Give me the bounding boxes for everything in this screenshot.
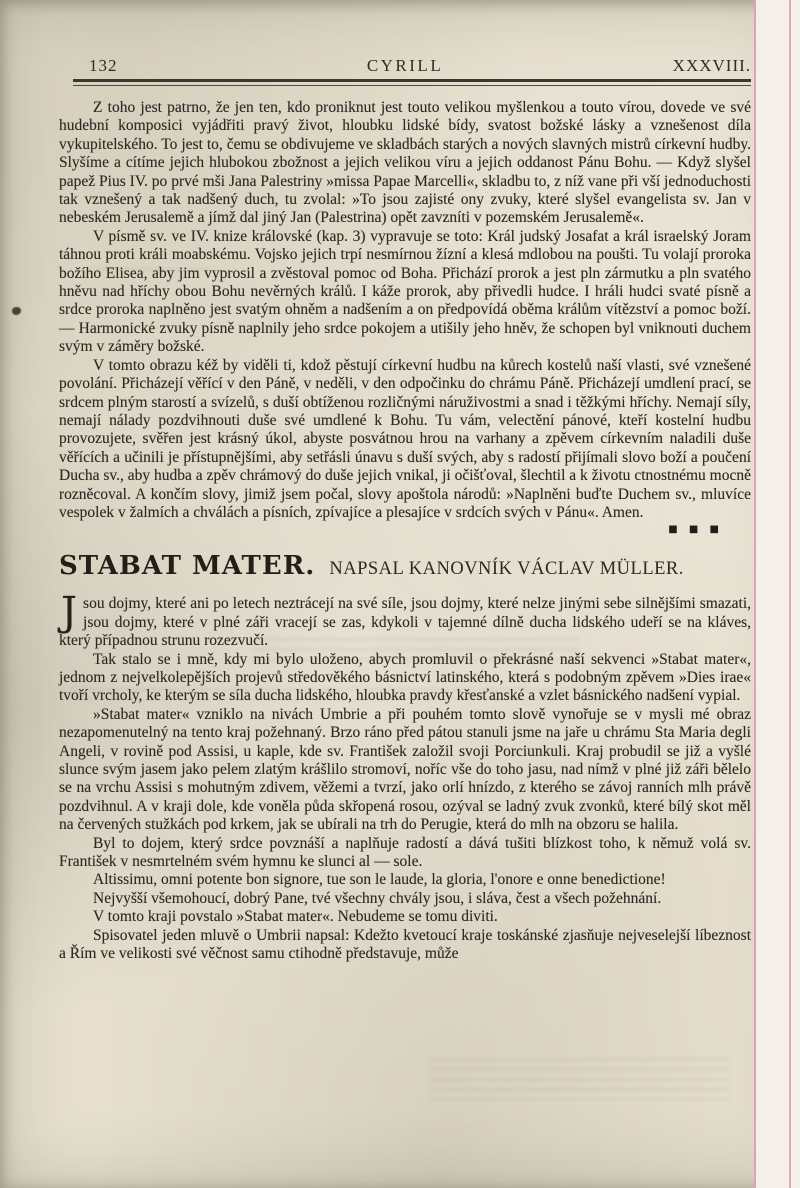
paragraph: »Stabat mater« vzniklo na nivách Umbrie a při pouhém tomto slově vynořuje se v mysli mé obraz nezapomenutelný na tento kraj požehnaný. Brzo ráno před pátou stanuli jsme na jaře u chrámu Sta Maria degli Angeli, v rovině pod Assisi, u kaple, kde sv. František založil svoji Porciunkuli. Kraj probudil se již a vyšlé slunce svým jasem jako pelem zlatým krášlilo stromoví, noříc vše do toho jasu, nad nímž v plné již záři bělelo se na vrchu Assisi s mohutným zdivem, věžemi a tvrzí, jako orlí hnízdo, z kterého se závoj ranních mlh právě pozdvihnul. A v kraji dole, kde voněla půda skřopená rosou, ozýval se ladný zvuk zvonků, které bílý skot měl na červených stužkách pod krkem, jak se ubírali na trh do Perugie, která do mlh na obzoru se halila. [59,705,751,834]
page-number: 132 [89,56,118,75]
volume-number: XXXVIII. [672,56,752,75]
paragraph: V písmě sv. ve IV. knize královské (kap. 3) vypravuje se toto: Král judský Josafat a král israelský Joram táhnou proti králi moabskému. Vojsko jejich trpí nesmírnou žízní a klesá mdlobou na poušti. Tu volají proroka božího Elisea, aby jim vyprosil a zvěstoval pomoc od Boha. Přichází prorok a jest pln zármutku a pln svatého hněvu nad hříchy obou Bohu nevěrných králů. I káže prorok, aby přivedli hudce. I hráli hudci svaté písně a srdce proroka naplněno jest svatým ohněm a nadšením a on předpovídá oběma králům vítězství a pomoc boží. — Harmonické zvuky písně naplnily jeho srdce pokojem a utišily jeho hněv, že schopen byl vniknouti duchem svým v záměry božské. [59,227,751,356]
paragraph: Nejvyšší všemohoucí, dobrý Pane, tvé všechny chvály jsou, i sláva, čest a všech požehnání. [93,889,662,907]
paragraph: Byl to dojem, který srdce povznáší a naplňuje radostí a dává tušiti blízkost toho, k němuž volá sv. František v nesmrtelném svém hymnu ke slunci al — sole. [59,834,751,871]
end-of-article-mark: ■ ■ ■ [668,524,723,536]
lead-paragraph [59,589,751,650]
paragraph: Spisovatel jeden mluvě o Umbrii napsal: Kdežto kvetoucí kraje toskánské zjasňuje nejveselejší líbeznost a Řím ve velikosti své věčnost samu ctihodně představuje, může [59,926,751,963]
paragraph: V tomto obrazu kéž by viděli ti, kdož pěstují církevní hudbu na kůrech kostelů naší vlasti, své vznešené povolání. Přicházejí věřící v den Páně, v neděli, v den odpočinku do chrámu Páně. Přicházejí umdlení prací, se srdcem plným starostí a svízelů, s duší obtíženou rozličnými náruživostmi a snad i těžkými hříchy. Nemají síly, nemají nálady pozdvihnouti duše své umdlené k Bohu. Tu vám, velectění pánové, kteří kostelní hudbu provozujete, svěřen jest krásný úkol, abyste posvátnou hrou na varhany a zpěvem církevním naladili duše věřících a učinili je přístupnějšími, aby setřásli únavu s duší svých, aby s radostí přijímali slovo boží a poučení Ducha sv., aby hudba a zpěv chrámový do duše jejich vnikal, ji očišťoval, šlechtil a k životu ctnostnému mocně rozněcoval. A končím slovy, jimiž jsem počal, slovy apoštola národů: »Naplněni buďte Duchem sv., mluvíce vespolek v žalmích a chválách a písních, zpívajíce a plesajíce v srdcích svých v Pánu«. Amen. [59,356,751,521]
adjacent-page-edge [754,0,800,1188]
article-conclusion [59,99,751,535]
paragraph: V tomto kraji povstalo »Stabat mater«. Nebudeme se tomu diviti. [93,908,498,926]
paragraph: Tak stalo se i mně, kdy mi bylo uloženo, abych promluvil o překrásné naší sekvenci »Stabat mater«, jednom z nejvelkolepějších projevů středověkého básnictví latinského, která s podobným zpěvem »Dies irae« tvoří vrcholy, ke kterým se síla ducha lidského, hloubka pravdy křesťanské a vzlet básnického nadšení vypial. [59,650,751,705]
page-edge-line [789,0,791,1188]
paragraph: Altissimu, omni potente bon signore, tue son le laude, la gloria, l'onore e onne benedictione! [93,871,666,889]
running-header [59,56,751,76]
page-number-wrap [59,56,290,76]
drop-cap-initial: J [61,589,78,636]
paragraph: Z toho jest patrno, že jen ten, kdo proniknut jest touto velikou myšlenkou a touto vírou, dovede ve své hudební komposici vyjádřiti pravý život, hloubku lidské bídy, svatost božské lásky a vznešenost díla vykupitelského. To jest to, čemu se obdivujeme ve skladbách starých a nových slavných mistrů církevní hudby. Slyšíme a cítíme jejich hlubokou zbožnost a jejich velikou víru a jejich oddanost Pánu Bohu. — Když slyšel papež Pius IV. po prvé mši Jana Palestriny »missa Papae Marcelli«, skladbu to, z níž vane při vší jednoduchosti tak vznešený a tak nadšený duch, tu zvolal: »To jsou zajisté ony zvuky, které slyšel evangelista sv. Jan v nebeském Jerusalemě a jímž dal jiný Jan (Palestrina) opět zavzníti v pozemském Jerusalemě«. [59,99,751,227]
lead-text: sou dojmy, které ani po letech neztrácejí na své síle, jsou dojmy, které nelze jinými sebe silnějšími smazati, jsou dojmy, které v plné záři vracejí se zas, kdykoli v tajemné dílně ducha lidského udeří se na kláves, který případnou strunu rozezvučí. [59,595,751,650]
article-stabat-mater [59,551,751,963]
article-title: STABAT MATER. [59,551,316,582]
article-heading [59,551,751,581]
header-rule [73,79,751,86]
article-subtitle: NAPSAL KANOVNÍK VÁCLAV MÜLLER. [329,559,684,580]
page-content [59,56,751,963]
journal-title: CYRILL [366,56,444,75]
